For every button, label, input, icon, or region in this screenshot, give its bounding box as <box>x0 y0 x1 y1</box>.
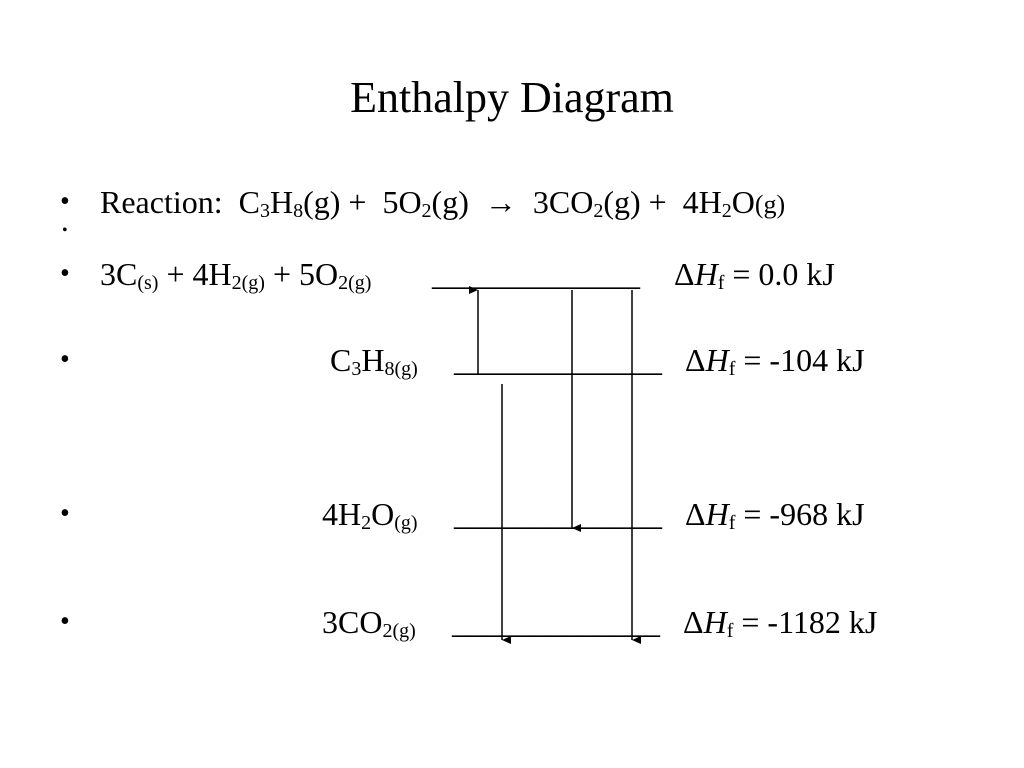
level-label-co2: $3CO_{2(g)}$ <box>322 604 416 642</box>
reactant-propane: $C_3H_8(g)$ <box>238 184 341 222</box>
bullet-marker: • <box>60 258 70 289</box>
enthalpy-value-propane: $\Delta H_f = -104$ kJ <box>685 342 865 380</box>
bullet-marker: • <box>60 344 70 375</box>
reactant-oxygen: $5O_2(g)$ <box>382 184 469 222</box>
level-line-propane: _____________ <box>454 342 662 378</box>
reaction-label: Reaction: <box>100 184 223 220</box>
level-line-water: _____________ <box>454 496 662 532</box>
plus-sign: + <box>348 184 367 220</box>
slide-title: Enthalpy Diagram <box>350 73 674 122</box>
product-co2: $3CO_2(g)$ <box>532 184 641 222</box>
enthalpy-value-co2: $\Delta H_f = -1182$ kJ <box>683 604 878 642</box>
bullet-marker: • <box>60 498 70 529</box>
bullet-marker: • <box>60 606 70 637</box>
level-label-water: $4H_2O_{(g)}$ <box>322 496 418 534</box>
level-label-propane: $C_3H_{8(g)}$ <box>330 342 418 380</box>
plus-sign: + <box>648 184 667 220</box>
level-line-co2: _____________ <box>452 604 660 640</box>
level-label-elements: $3C_{(s)} + 4H_{2(g)} + 5O_{2(g)}$ <box>100 256 372 294</box>
bullet-marker: • <box>60 186 70 217</box>
enthalpy-value-elements: $\Delta H_f = 0.0$ kJ <box>674 256 835 294</box>
empty-bullet-marker: • <box>62 222 68 239</box>
reaction-arrow-icon: → <box>484 184 517 220</box>
enthalpy-value-water: $\Delta H_f = -968$ kJ <box>685 496 865 534</box>
product-water: $4H_2O(g)$ <box>682 184 786 222</box>
level-line-elements: _____________ <box>432 256 640 292</box>
